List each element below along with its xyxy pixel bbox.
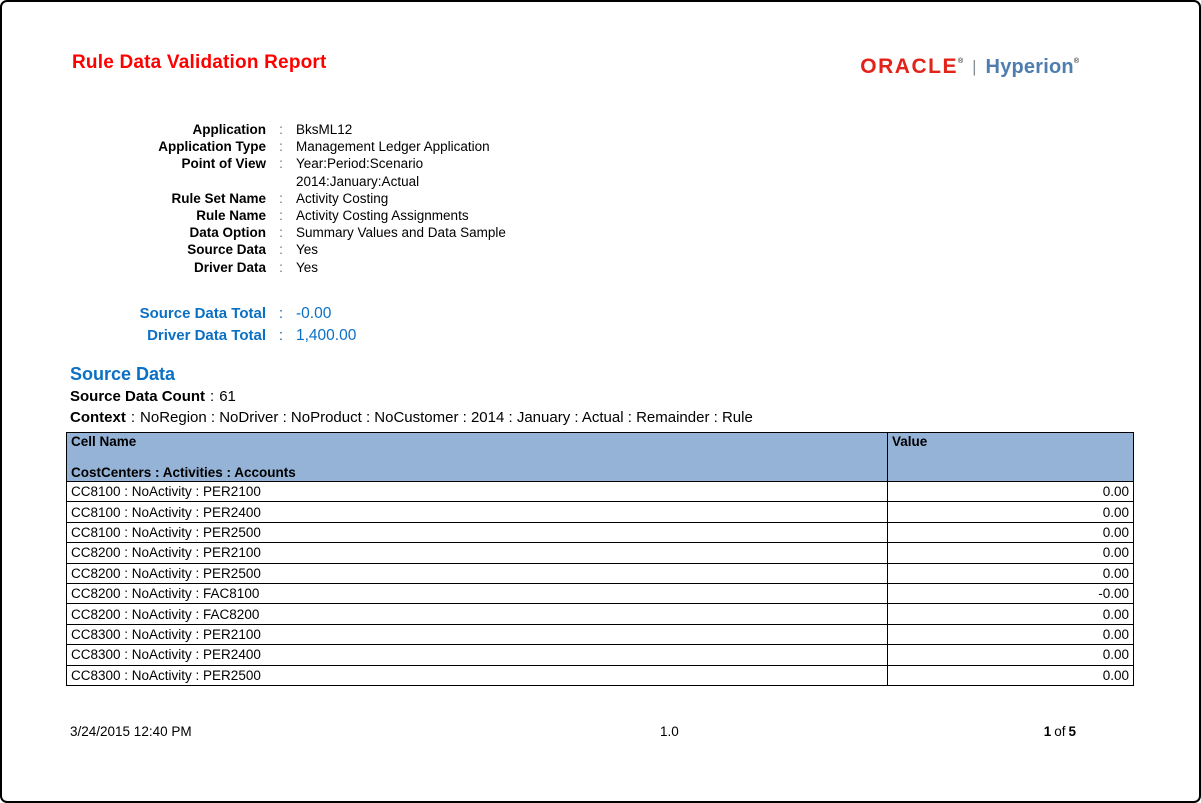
info-row-driver-data [70, 259, 916, 276]
totals-label: Source Data Total [139, 305, 266, 322]
page-title: Rule Data Validation Report [72, 52, 327, 73]
cell-name: CC8100 : NoActivity : PER2400 [67, 502, 888, 522]
info-row-source-data [70, 241, 916, 258]
info-label: Data Option [189, 225, 266, 241]
column-header-cell-name [67, 433, 888, 482]
info-value: Activity Costing Assignments [296, 207, 469, 223]
totals-block [70, 303, 696, 346]
info-separator: : [279, 225, 283, 241]
totals-separator: : [278, 305, 284, 322]
info-label: Rule Name [196, 207, 266, 223]
count-label: Source Data Count [70, 388, 206, 405]
totals-value: 1,400.00 [296, 326, 357, 344]
info-label: Point of View [181, 156, 266, 172]
source-data-count-line [70, 388, 236, 405]
info-separator [266, 173, 296, 190]
context-value: NoRegion : NoDriver : NoProduct : NoCustomer : 2014 : January : Actual : Remainder : Rule [140, 409, 753, 426]
cell-value: 0.00 [888, 624, 1134, 644]
table-row [67, 583, 1134, 603]
table-row [67, 665, 1134, 685]
info-row-rule-set-name [70, 190, 916, 207]
count-separator: : [210, 388, 215, 405]
page-current: 1 [1043, 724, 1052, 739]
context-separator: : [130, 409, 136, 426]
totals-label: Driver Data Total [147, 326, 266, 344]
cell-name: CC8200 : NoActivity : FAC8100 [67, 583, 888, 603]
info-value: Yes [296, 259, 319, 275]
info-row-data-option [70, 224, 916, 241]
info-label: Source Data [187, 242, 266, 258]
totals-separator: : [278, 326, 284, 344]
page-total: 5 [1068, 724, 1076, 739]
totals-value: -0.00 [296, 305, 332, 322]
table-row [67, 604, 1134, 624]
footer-timestamp: 3/24/2015 12:40 PM [70, 724, 192, 739]
source-data-total-row [70, 303, 696, 325]
info-separator: : [279, 242, 283, 258]
cell-name: CC8300 : NoActivity : PER2400 [67, 645, 888, 665]
cell-value: 0.00 [888, 502, 1134, 522]
report-info-block [70, 121, 916, 276]
cell-value: 0.00 [888, 604, 1134, 624]
dimensions-header-label: CostCenters : Activities : Accounts [71, 465, 296, 480]
cell-value: 0.00 [888, 522, 1134, 542]
info-label: Application [192, 122, 266, 137]
table-row [67, 482, 1134, 502]
info-value: Summary Values and Data Sample [296, 225, 506, 241]
cell-value: -0.00 [888, 583, 1134, 603]
cell-name-header-label: Cell Name [71, 434, 137, 449]
logo-divider: | [972, 57, 977, 76]
cell-name: CC8100 : NoActivity : PER2100 [67, 482, 888, 502]
table-row [67, 502, 1134, 522]
cell-value: 0.00 [888, 482, 1134, 502]
registered-trademark-icon: ® [1073, 57, 1079, 65]
cell-name: CC8300 : NoActivity : PER2500 [67, 665, 888, 685]
hyperion-wordmark: Hyperion [985, 55, 1074, 78]
table-row [67, 645, 1134, 665]
column-header-value [888, 433, 1134, 482]
cell-name: CC8200 : NoActivity : PER2500 [67, 563, 888, 583]
info-value: BksML12 [296, 122, 353, 137]
info-separator: : [279, 139, 283, 155]
info-row-rule-name [70, 207, 916, 224]
table-header-row [67, 433, 1134, 482]
source-data-table [66, 432, 1134, 686]
info-row-application-type [70, 138, 916, 155]
oracle-hyperion-logo [860, 55, 1079, 79]
info-separator: : [279, 122, 283, 137]
footer-page-indicator [1044, 724, 1076, 739]
info-row-point-of-view [70, 155, 916, 172]
table-row [67, 522, 1134, 542]
table-row [67, 543, 1134, 563]
driver-data-total-row [70, 325, 696, 347]
info-separator: : [279, 207, 283, 223]
info-label [70, 173, 266, 190]
cell-name: CC8200 : NoActivity : FAC8200 [67, 604, 888, 624]
info-row-application [70, 121, 916, 138]
info-value: Activity Costing [296, 190, 389, 206]
table-row [67, 563, 1134, 583]
info-value: Year:Period:Scenario [296, 156, 424, 172]
info-label: Rule Set Name [171, 190, 266, 206]
context-label: Context [70, 409, 126, 426]
info-value: Yes [296, 242, 319, 258]
info-label: Driver Data [193, 259, 266, 275]
value-header-label: Value [892, 434, 928, 449]
info-row-point-of-view-members [70, 173, 916, 190]
cell-value: 0.00 [888, 645, 1134, 665]
footer-version: 1.0 [660, 724, 679, 739]
registered-trademark-icon: ® [957, 57, 964, 65]
cell-value: 0.00 [888, 665, 1134, 685]
info-separator: : [279, 190, 283, 206]
info-separator: : [279, 156, 283, 172]
page-of-label: of [1054, 724, 1066, 739]
cell-name: CC8100 : NoActivity : PER2500 [67, 522, 888, 542]
oracle-wordmark: ORACLE [860, 55, 958, 78]
info-label: Application Type [158, 139, 266, 155]
cell-value: 0.00 [888, 563, 1134, 583]
cell-value: 0.00 [888, 543, 1134, 563]
cell-name: CC8200 : NoActivity : PER2100 [67, 543, 888, 563]
info-value: 2014:January:Actual [296, 173, 420, 189]
info-separator: : [279, 259, 283, 275]
source-data-section-heading: Source Data [70, 364, 176, 384]
table-row [67, 624, 1134, 644]
count-value: 61 [219, 388, 236, 405]
context-line [70, 409, 753, 426]
cell-name: CC8300 : NoActivity : PER2100 [67, 624, 888, 644]
info-value: Management Ledger Application [296, 139, 490, 155]
